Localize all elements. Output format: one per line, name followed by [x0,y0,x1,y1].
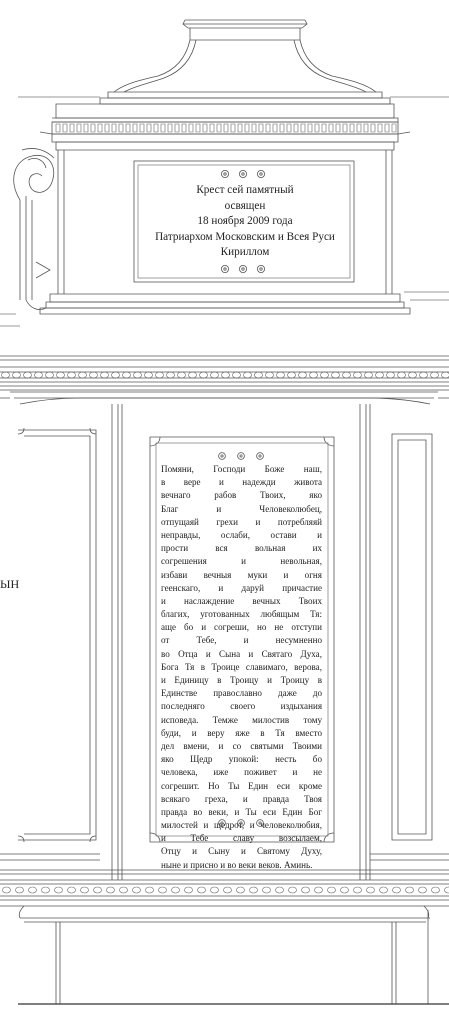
prayer-line: и Тебе славу возсылаем, [161,833,322,844]
left-scroll-ornament [14,148,54,309]
prayer-line: всякаго греха, и правда Твоя [161,793,322,804]
prayer-line: согрешит. Но Ты Един еси кроме [161,780,322,791]
prayer-line: правда во веки, и Ты еси Един Бог [161,806,322,817]
dedication-line: Крест сей памятный [196,184,294,196]
oval-row-middle [2,372,449,378]
dedication-line: 18 ноября 2009 года [197,215,293,228]
prayer-line: аще бо и согреши, но не отступи [161,622,322,633]
prayer-line: неправды, ослаби, остави и [161,529,322,540]
prayer-line: и Единицу в Троицу и Троицу в [161,675,322,685]
side-panel-text-fragment: ЫН [0,577,20,591]
prayer-line: геенскаго, и даруй причастие [161,582,322,593]
rosette-icon [238,453,245,460]
prayer-line: Отцу и Сыну и Святому Духу, [161,846,322,857]
prayer-line: от Тебе, и несумненно [161,635,322,646]
prayer-line: дел вмени, и со святыми Твоими [161,740,322,751]
prayer-line: благих, уготованных любящым Тя: [161,609,322,620]
middle-frieze [0,356,449,404]
rosette-icon [239,265,246,272]
prayer-line: Помяни, Господи Боже наш, [161,464,322,474]
lower-frieze [0,870,449,922]
upper-cornice [40,104,410,150]
prayer-line: Бога Тя в Троице славимаго, верова, [161,661,322,672]
oval-row-lower [3,887,449,893]
rosette-group-top-upper [221,170,264,177]
prayer-line: прости вся вольная их [161,543,322,554]
prayer-line: яко Щедр упокой: несть бо [161,754,322,765]
dedication-line: освящен [224,199,266,212]
rosette-icon [257,265,264,272]
prayer-line: отпущаяй грехи и потребляяй [161,516,322,527]
rosette-group-prayer-upper [219,453,264,460]
prayer-line: и наслаждение вечных Твоих [161,595,322,606]
dedication-line: Патриархом Московским и Всея Руси [155,230,335,243]
rosette-icon [219,453,226,460]
base-plinth [18,910,449,1004]
prayer-line: буди, и веру яже в Тя вместо [161,727,322,738]
prayer-line: последняго своего издыхания [161,701,322,712]
dedication-line: Кириллом [220,246,270,259]
prayer-line: ныне и присно и во веки веков. Аминь. [161,859,313,870]
rosette-icon [221,265,228,272]
dentil-row-upper [56,124,396,132]
prayer-line: избави вечныя муки и огня [161,569,322,580]
dedication-inscription [138,183,352,261]
rosette-icon [257,170,264,177]
prayer-line: Единстве православно даже до [161,688,322,699]
prayer-line: милостей и щедрот, и человеколюбия, [161,820,322,831]
prayer-inscription [161,463,322,872]
prayer-line: во Отца и Сына и Святаго Духа, [161,648,322,659]
rosette-group-top-lower [221,265,264,272]
prayer-line: Благ и Человеколюбец, [161,503,322,514]
prayer-line: в вере и надежди живота [161,477,322,488]
rosette-icon [221,170,228,177]
prayer-line: исповеда. Темже милостив тому [161,714,322,725]
prayer-line: согрешения и невольная, [161,556,322,567]
prayer-line: человека, иже поживет и не [161,767,322,778]
monument-cap [18,20,449,104]
rosette-icon [257,453,264,460]
prayer-line: вечнаго рабов Твоих, яко [161,490,322,501]
rosette-icon [239,170,246,177]
